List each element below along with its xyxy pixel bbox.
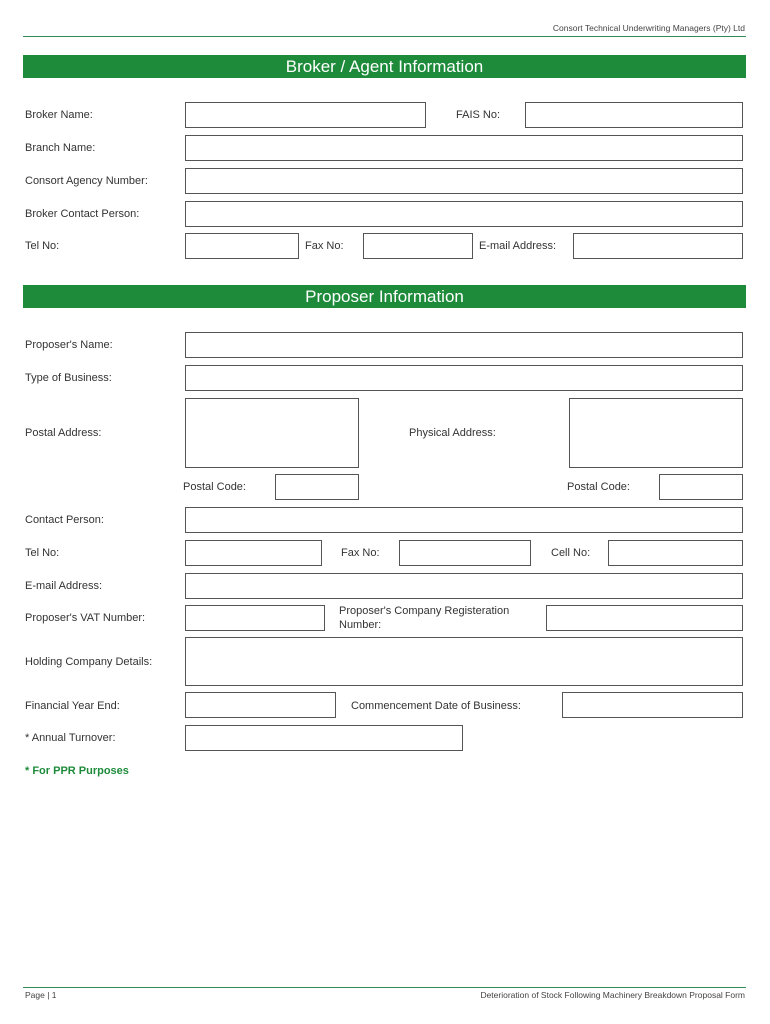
broker-email-field[interactable]: [573, 233, 743, 259]
physical-address-field[interactable]: [569, 398, 743, 468]
registration-number-field[interactable]: [546, 605, 743, 631]
physical-postal-code-label: Postal Code:: [567, 481, 630, 493]
postal-address-label: Postal Address:: [25, 427, 102, 439]
broker-contact-person-label: Broker Contact Person:: [25, 208, 140, 220]
proposer-name-field[interactable]: [185, 332, 743, 358]
holding-company-field[interactable]: [185, 637, 743, 686]
business-type-field[interactable]: [185, 365, 743, 391]
header-divider: [23, 36, 746, 37]
branch-name-label: Branch Name:: [25, 142, 96, 154]
physical-address-label: Physical Address:: [409, 427, 496, 439]
broker-name-label: Broker Name:: [25, 109, 93, 121]
proposer-email-field[interactable]: [185, 573, 743, 599]
broker-tel-label: Tel No:: [25, 240, 60, 252]
company-name: Consort Technical Underwriting Managers (Pty) Ltd: [552, 23, 745, 33]
broker-tel-field[interactable]: [185, 233, 299, 259]
broker-fax-field[interactable]: [363, 233, 473, 259]
proposer-section-title: Proposer Information: [23, 285, 746, 308]
form-title: Deterioration of Stock Following Machinery Breakdown Proposal Form: [480, 990, 745, 1000]
proposer-fax-label: Fax No:: [341, 547, 380, 559]
cell-no-label: Cell No:: [551, 547, 591, 559]
ppr-note: * For PPR Purposes: [25, 765, 129, 777]
annual-turnover-label: * Annual Turnover:: [25, 732, 116, 744]
broker-email-label: E-mail Address:: [479, 240, 557, 252]
proposer-tel-label: Tel No:: [25, 547, 60, 559]
financial-year-end-label: Financial Year End:: [25, 700, 120, 712]
vat-number-label: Proposer's VAT Number:: [25, 612, 146, 624]
branch-name-field[interactable]: [185, 135, 743, 161]
financial-year-end-field[interactable]: [185, 692, 336, 718]
postal-code-label: Postal Code:: [183, 481, 246, 493]
fais-no-field[interactable]: [525, 102, 743, 128]
physical-postal-code-field[interactable]: [659, 474, 743, 500]
registration-number-label-line2: Number:: [339, 619, 382, 631]
proposer-email-label: E-mail Address:: [25, 580, 103, 592]
holding-company-label: Holding Company Details:: [25, 656, 153, 668]
commencement-date-field[interactable]: [562, 692, 743, 718]
vat-number-field[interactable]: [185, 605, 325, 631]
broker-contact-person-field[interactable]: [185, 201, 743, 227]
broker-section-title: Broker / Agent Information: [23, 55, 746, 78]
business-type-label: Type of Business:: [25, 372, 112, 384]
contact-person-field[interactable]: [185, 507, 743, 533]
broker-name-field[interactable]: [185, 102, 426, 128]
commencement-date-label: Commencement Date of Business:: [351, 700, 521, 712]
footer-divider: [23, 987, 746, 988]
proposer-fax-field[interactable]: [399, 540, 531, 566]
postal-code-field[interactable]: [275, 474, 359, 500]
cell-no-field[interactable]: [608, 540, 743, 566]
broker-fax-label: Fax No:: [305, 240, 344, 252]
annual-turnover-field[interactable]: [185, 725, 463, 751]
fais-no-label: FAIS No:: [456, 109, 501, 121]
proposer-name-label: Proposer's Name:: [25, 339, 113, 351]
page-number: Page | 1: [25, 990, 57, 1000]
agency-number-label: Consort Agency Number:: [25, 175, 148, 187]
agency-number-field[interactable]: [185, 168, 743, 194]
proposer-tel-field[interactable]: [185, 540, 322, 566]
contact-person-label: Contact Person:: [25, 514, 104, 526]
registration-number-label-line1: Proposer's Company Registeration: [339, 605, 510, 617]
postal-address-field[interactable]: [185, 398, 359, 468]
